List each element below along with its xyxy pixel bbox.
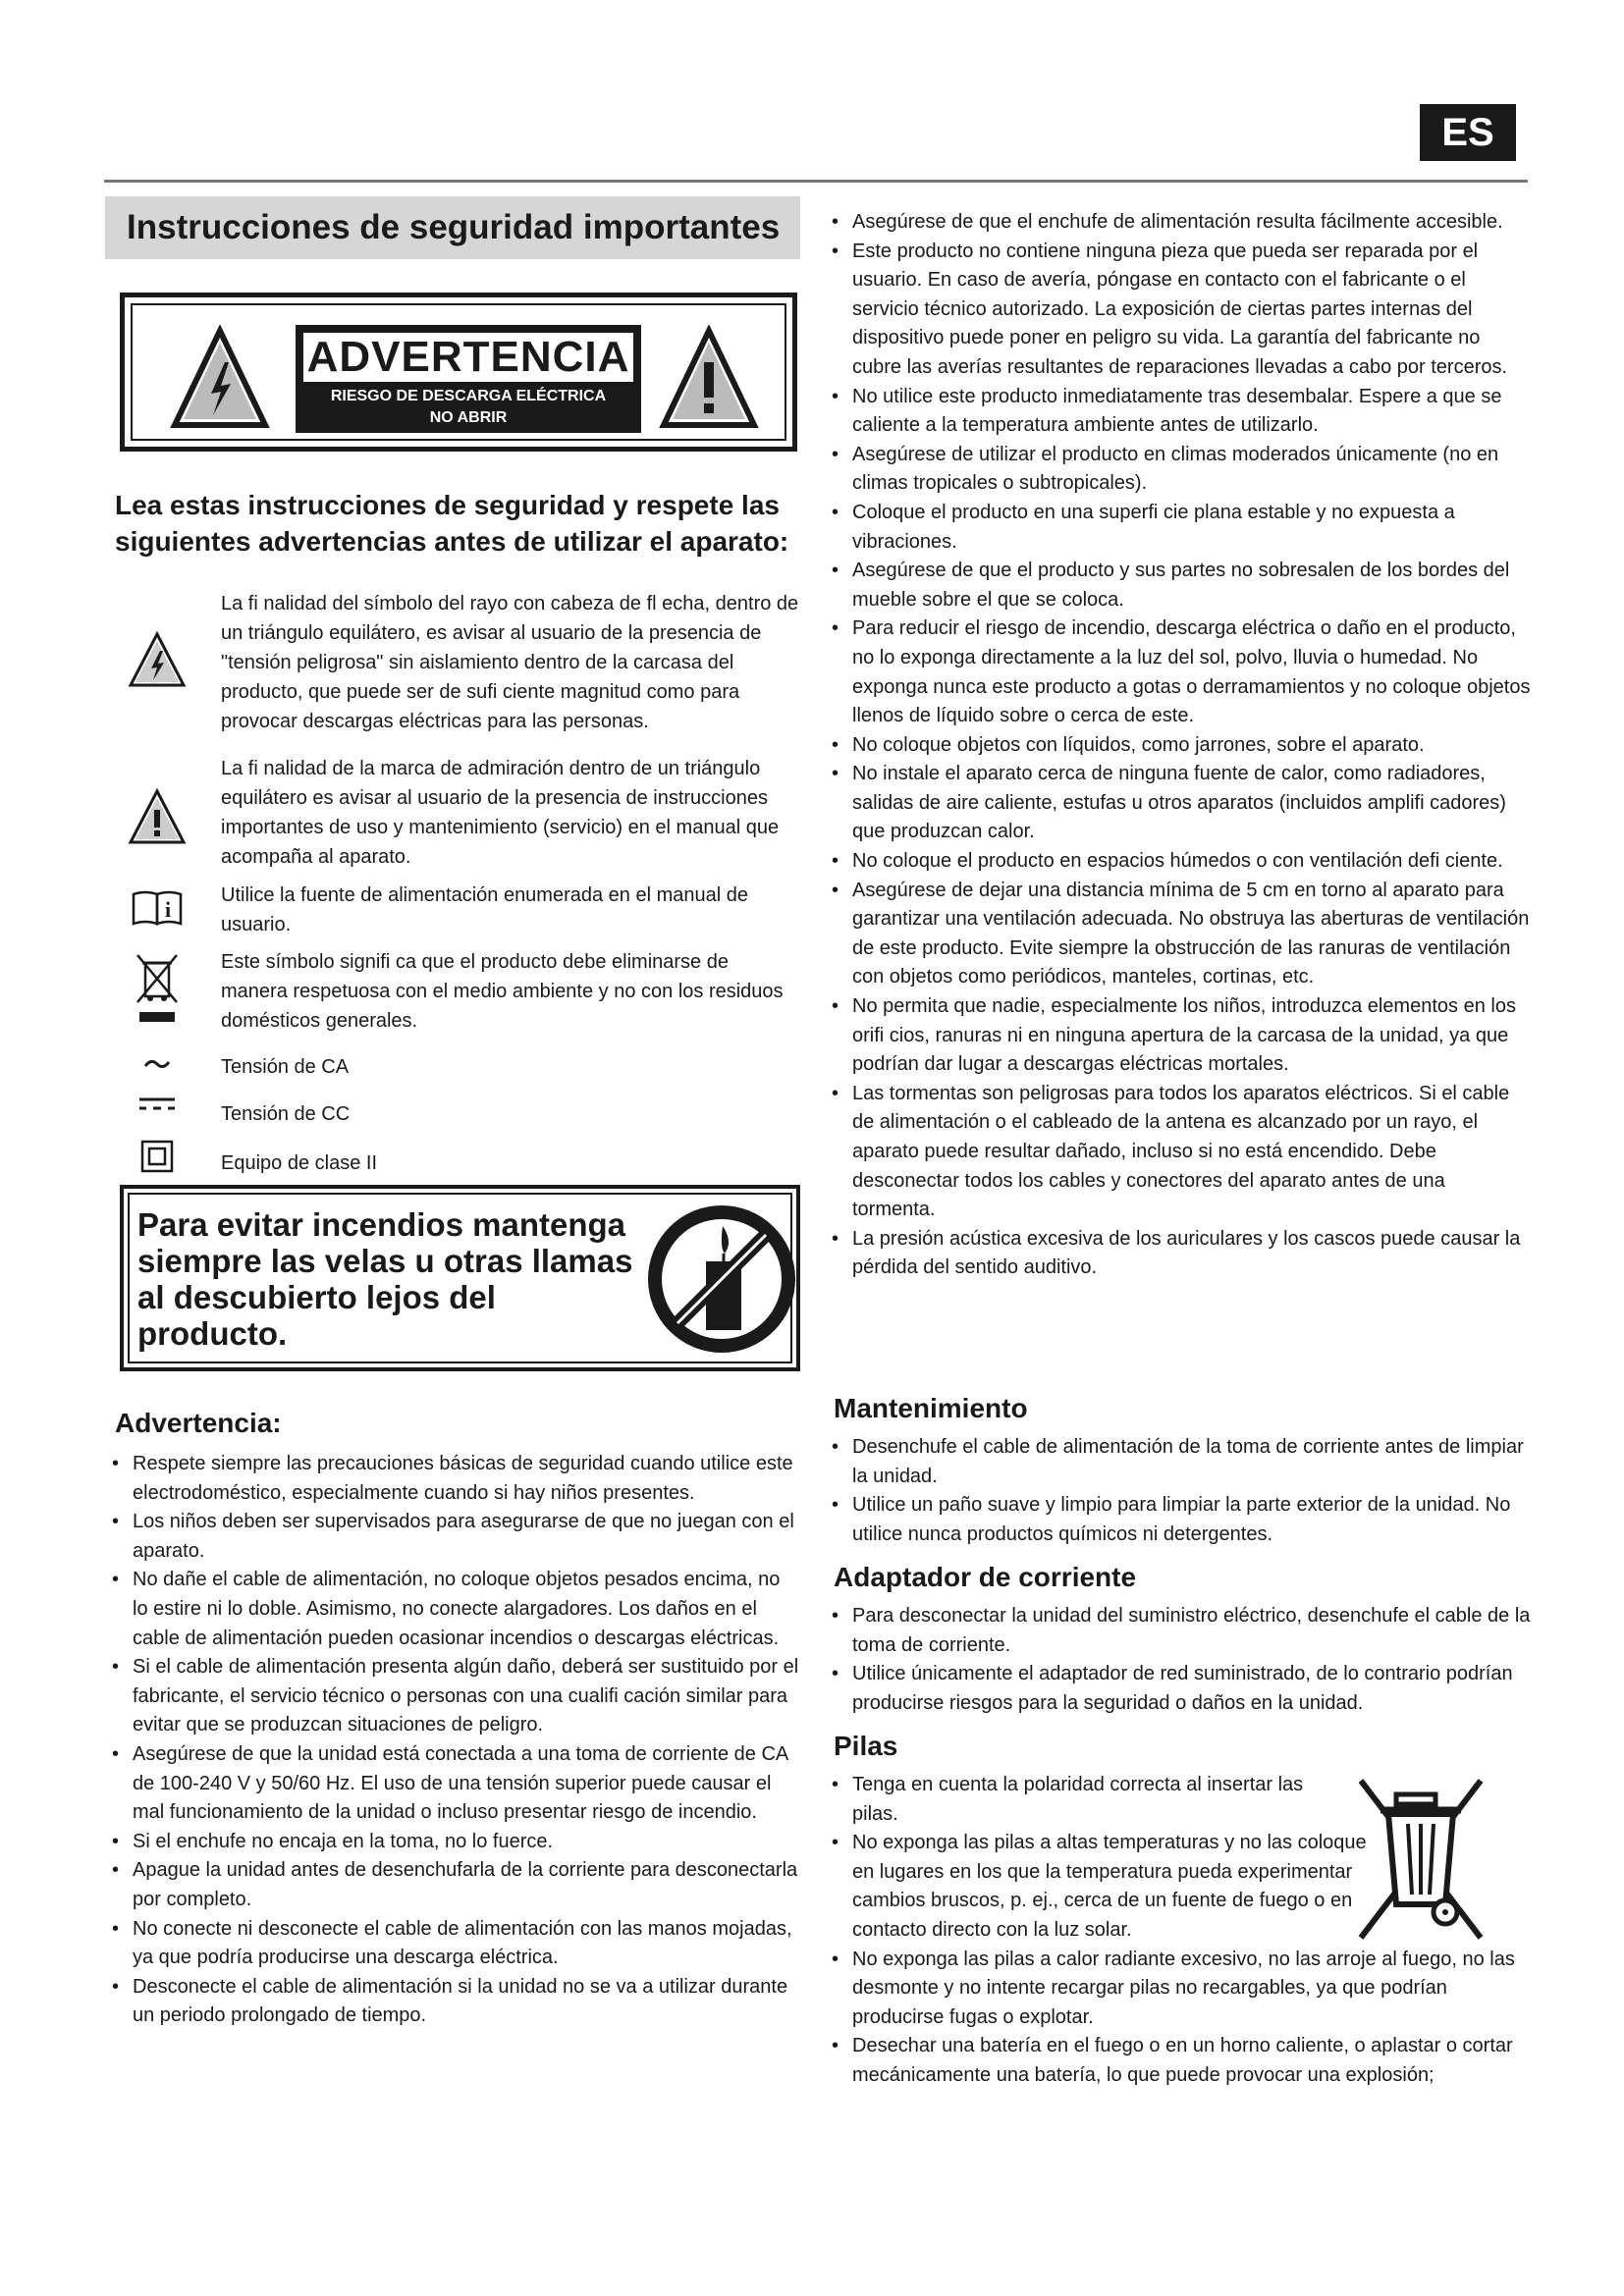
- symbol-desc-disposal: Este símbolo signifi ca que el producto debe eliminarse de manera respetuosa con el medio ambiente y no con los residuos domésticos generales.: [221, 951, 784, 1032]
- dc-voltage-icon: [128, 1080, 187, 1127]
- list-item: • Utilice un paño suave y limpio para limpiar la parte exterior de la unidad. No utilice nunca productos químicos ni detergentes.: [832, 1491, 1531, 1549]
- safety-list: [832, 208, 1531, 1283]
- adaptador-list: [832, 1602, 1531, 1718]
- page-title: Instrucciones de seguridad importantes: [105, 196, 800, 259]
- mantenimiento-heading: Mantenimiento: [834, 1393, 1028, 1423]
- list-item: • Utilice únicamente el adaptador de red suministrado, de lo contrario podrían producirse riesgos para la seguridad o daños en la unidad.: [832, 1660, 1531, 1718]
- adaptador-heading: Adaptador de corriente: [834, 1562, 1137, 1592]
- manual-info-icon: [128, 877, 187, 939]
- list-item: • No conecte ni desconecte el cable de alimentación con las manos mojadas, ya que podría producirse una descarga eléctrica.: [112, 1915, 799, 1973]
- exclamation-triangle-icon: [128, 785, 187, 848]
- list-item: • Si el cable de alimentación presenta algún daño, deberá ser sustituido por el fabricante, el servicio técnico o personas con una cualifi cación similar para evitar que se produzcan situaciones de peligro.: [112, 1653, 799, 1740]
- list-item: • No utilice este producto inmediatamente tras desembalar. Espere a que se caliente a la temperatura ambiente antes de utilizarlo.: [832, 383, 1531, 441]
- list-item: • Asegúrese de que el enchufe de alimentación resulta fácilmente accesible.: [832, 208, 1531, 238]
- list-item: • Coloque el producto en una superfi cie plana estable y no expuesta a vibraciones.: [832, 499, 1531, 557]
- list-item: • Asegúrese de utilizar el producto en climas moderados únicamente (no en climas tropicales o subtropicales).: [832, 441, 1531, 499]
- list-item: • No coloque el producto en espacios húmedos o con ventilación defi ciente.: [832, 847, 1531, 877]
- list-item: • Desconecte el cable de alimentación si la unidad no se va a utilizar durante un periodo prolongado de tiempo.: [112, 1973, 799, 2031]
- pilas-heading: Pilas: [834, 1731, 898, 1761]
- list-item: • Si el enchufe no encaja en la toma, no lo fuerce.: [112, 1828, 799, 1857]
- header-rule: [104, 180, 1528, 183]
- list-item: • Para reducir el riesgo de incendio, descarga eléctrica o daño en el producto, no lo exponga directamente a la luz del sol, polvo, lluvia o humedad. No exponga nunca este producto a gotas o derramamientos y no coloque objetos llenos de líquido sobre o cerca de este.: [832, 614, 1531, 730]
- advertencia-list: [112, 1450, 799, 2031]
- advertencia-heading: Advertencia:: [115, 1408, 282, 1438]
- list-item: • No exponga las pilas a calor radiante excesivo, no las arroje al fuego, no las desmonte y no intente recargar pilas no recargables, ya que podrían producirse fugas o explotar.: [832, 1946, 1531, 2033]
- list-item: • No coloque objetos con líquidos, como jarrones, sobre el aparato.: [832, 731, 1531, 761]
- list-item: • Asegúrese de que la unidad está conectada a una toma de corriente de CA de 100-240 V y 50/60 Hz. El uso de una tensión superior puede causar el mal funcionamiento de la unidad o incluso presentar riesgo de incendio.: [112, 1740, 799, 1828]
- symbol-desc-lightning: La fi nalidad del símbolo del rayo con cabeza de fl echa, dentro de un triángulo equilátero, es avisar al usuario de la presencia de "tensión peligrosa" sin aislamiento dentro de la carcasa del producto, que puede ser de sufi ciente magnitud como para provocar descargas eléctricas para las personas.: [221, 593, 799, 732]
- list-item: • Este producto no contiene ninguna pieza que pueda ser reparada por el usuario. En caso de avería, póngase en contacto con el fabricante o el servicio técnico autorizado. La exposición de ciertas partes internas del dispositivo puede poner en peligro su vida. La garantía del fabricante no cubre las averías resultantes de reparaciones llevadas a cabo por terceros.: [832, 238, 1531, 383]
- crossed-bin-icon: [128, 950, 187, 1029]
- lightning-triangle-icon: [128, 628, 187, 691]
- list-item: • La presión acústica excesiva de los auriculares y los cascos puede causar la pérdida del sentido auditivo.: [832, 1225, 1531, 1283]
- symbol-desc-exclamation: La fi nalidad de la marca de admiración dentro de un triángulo equilátero es avisar al usuario de la presencia de instrucciones importantes de uso y mantenimiento (servicio) en el manual que acompaña al aparato.: [221, 758, 780, 868]
- warning-line-2: NO ABRIR: [429, 409, 508, 426]
- list-item: • Para desconectar la unidad del suministro eléctrico, desenchufe el cable de la toma de corriente.: [832, 1602, 1531, 1660]
- symbol-desc-ac: Tensión de CA: [221, 1056, 350, 1078]
- fire-warning-text: Para evitar incendios mantenga siempre las velas u otras llamas al descubierto lejos del producto.: [137, 1206, 633, 1352]
- list-item: • Desenchufe el cable de alimentación de la toma de corriente antes de limpiar la unidad.: [832, 1433, 1531, 1491]
- fire-warning-box: [120, 1185, 800, 1371]
- list-item: • Apague la unidad antes de desenchufarla de la corriente para desconectarla por completo.: [112, 1856, 799, 1914]
- exclamation-triangle-icon: [659, 325, 759, 431]
- list-item: • Respete siempre las precauciones básicas de seguridad cuando utilice este electrodoméstico, especialmente cuando si hay niños presentes.: [112, 1450, 799, 1508]
- list-item: • Desechar una batería en el fuego o en un horno caliente, o aplastar o cortar mecánicamente una batería, lo que puede provocar una explosión;: [832, 2032, 1531, 2090]
- symbol-desc-class-ii: Equipo de clase II: [221, 1152, 377, 1174]
- warning-banner: [120, 293, 797, 452]
- symbol-desc-manual: Utilice la fuente de alimentación enumerada en el manual de usuario.: [221, 884, 749, 935]
- list-item: • Asegúrese de dejar una distancia mínima de 5 cm en torno al aparato para garantizar una ventilación adecuada. No obstruya las aberturas de ventilación de este producto. Evite siempre la obstrucción de las ranuras de ventilación con objetos como periódicos, manteles, cortinas, etc.: [832, 877, 1531, 992]
- lead-heading: Lea estas instrucciones de seguridad y respete las siguientes advertencias antes de utilizar el aparato:: [115, 490, 789, 557]
- list-item: • Asegúrese de que el producto y sus partes no sobresalen de los bordes del mueble sobre el que se coloca.: [832, 557, 1531, 614]
- list-item: • Las tormentas son peligrosas para todos los aparatos eléctricos. Si el cable de alimentación o el cableado de la antena es alcanzado por un rayo, el aparato puede resultar dañado, incluso si no está encendido. Debe desconectar todos los cables y conectores del aparato antes de una tormenta.: [832, 1080, 1531, 1225]
- list-item: • Los niños deben ser supervisados para asegurarse de que no juegan con el aparato.: [112, 1508, 799, 1566]
- class-ii-icon: [128, 1131, 187, 1182]
- list-item: • No dañe el cable de alimentación, no coloque objetos pesados encima, no lo estire ni lo doble. Asimismo, no conecte alargadores. Los daños en el cable de alimentación pueden ocasionar incendios o descargas eléctricas.: [112, 1566, 799, 1653]
- warning-line-1: RIESGO DE DESCARGA ELÉCTRICA: [330, 388, 607, 404]
- no-open-flame-icon: [645, 1202, 798, 1356]
- list-item: • No instale el aparato cerca de ninguna fuente de calor, como radiadores, salidas de aire caliente, estufas u otros aparatos (incluidos amplifi cadores) que produzcan calor.: [832, 760, 1531, 847]
- crossed-bin-icon: [1353, 1775, 1489, 1944]
- lightning-triangle-icon: [170, 325, 270, 431]
- list-item: • No permita que nadie, especialmente los niños, introduzca elementos en los orifi cios, ranuras ni en ninguna apertura de la carcasa de la unidad, ya que podrían dar lugar a descargas eléctricas mortales.: [832, 992, 1531, 1080]
- list-item: • No exponga las pilas a altas temperaturas y no las coloque en lugares en los que la temperatura pueda experimentar cambios bruscos, p. ej., cerca de un fuente de fuego o en contacto directo con la luz solar.: [832, 1829, 1382, 1945]
- list-item: • Tenga en cuenta la polaridad correcta al insertar las pilas.: [832, 1771, 1343, 1829]
- svg-text:i: i: [165, 897, 172, 922]
- symbol-desc-dc: Tensión de CC: [221, 1103, 351, 1125]
- mantenimiento-list: [832, 1433, 1531, 1549]
- language-badge: ES: [1420, 104, 1516, 161]
- warning-title: ADVERTENCIA: [303, 333, 633, 382]
